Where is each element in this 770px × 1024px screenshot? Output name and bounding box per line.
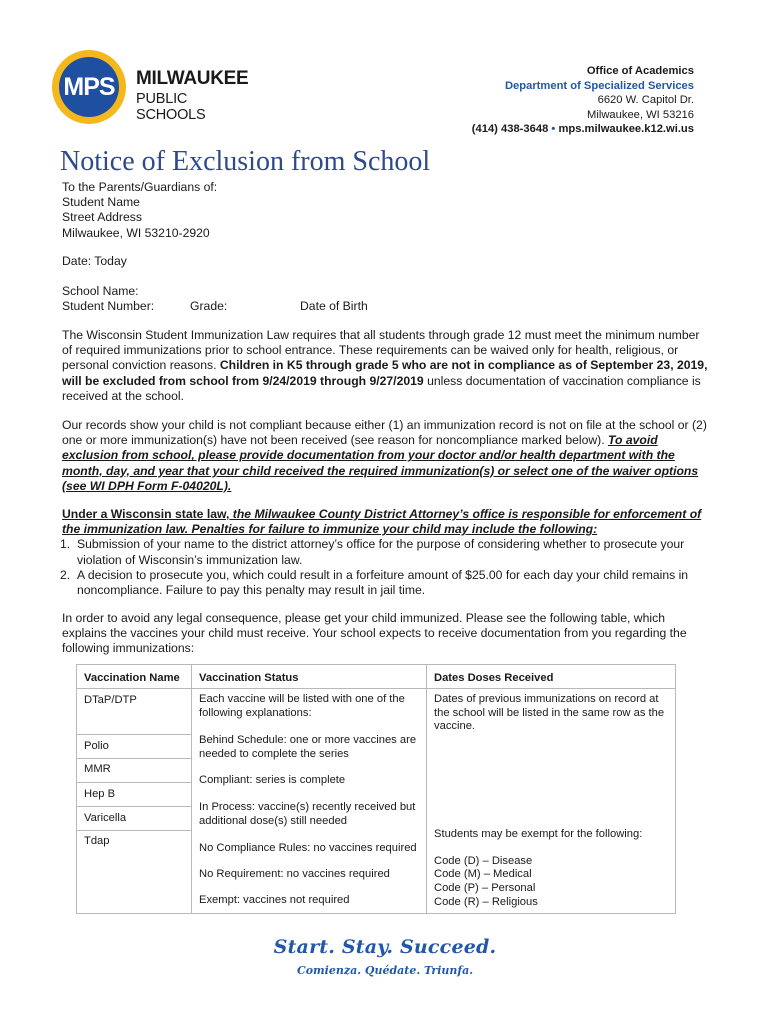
list-item [62,568,710,598]
exempt-code: Code (R) – Religious [434,896,538,908]
status-cell: Behind Schedule: one or more vaccines are needed to complete the series [199,734,417,760]
department-name: Department of Specialized Services [504,79,694,92]
separator-dot: • [551,123,556,136]
exempt-intro: Students may be exempt for the following: [434,828,643,840]
exempt-code: Code (D) – Disease [434,855,533,867]
status-cell: No Compliance Rules: no vaccines required [199,842,417,854]
school-info [62,284,662,314]
logo-mark: MPS [63,72,115,101]
table-header: Vaccination Status [192,665,426,689]
office-phone: (414) 438-3648 [471,123,549,136]
footer-tagline: Start. Stay. Succeed. [273,936,497,958]
table-cell: Varicella [77,807,191,831]
noncompliance-text: Our records show your child is not compliant because either (1) an immunization record is not on file at the school or (2) one or more immunization(s) have not been received (see reason for noncompliance marked below). [62,418,707,448]
office-website: mps.milwaukee.k12.wi.us [558,123,694,136]
exclusion-instructions: To avoid exclusion from school, please provide documentation from your doctor and/or health department with the month, day, and year that your child received the required immunization(s) or select one of the waiver options (see WI DPH Form F-04020L). [62,433,699,493]
status-cell: Each vaccine will be listed with one of the following explanations: [199,693,405,719]
status-cell: In Process: vaccine(s) recently received but additional dose(s) still needed [199,801,416,827]
penalties-list [62,537,710,598]
recipient-address [62,180,217,241]
student-name: Student Name [62,195,140,210]
street-address: Street Address [62,210,142,225]
vaccination-name-column [77,665,192,913]
penalties-paragraph [62,507,710,598]
city-state-zip: Milwaukee, WI 53210-2920 [62,225,210,240]
office-address-block [472,64,694,137]
legal-consequence-paragraph: In order to avoid any legal consequence, please get your child immunized. Please see the following table, which explains the vaccines your child must receive. Your school expects to receive documentation from you regarding the following immunizations: [62,611,687,656]
immunization-law-paragraph [62,328,710,404]
page-title: Notice of Exclusion from School [60,146,431,177]
table-header: Dates Doses Received [427,665,675,689]
student-details-row [62,299,662,314]
list-text: Submission of your name to the district attorney’s office for the purpose of considering whether to prosecute your violation of Wisconsin’s immunization law. [77,537,685,567]
exempt-code: Code (P) – Personal [434,882,536,894]
status-cell: Compliant: series is complete [199,774,346,786]
date-line: Date: Today [62,254,127,268]
footer-tagline-spanish: Comienza. Quédate. Triunfa. [296,964,474,977]
office-city: Milwaukee, WI 53216 [587,108,694,121]
list-item [62,537,710,567]
salutation: To the Parents/Guardians of: [62,180,218,194]
table-cell: Polio [77,735,191,759]
school-name-label: School Name: [62,284,139,298]
status-cell: Exempt: vaccines not required [199,894,350,906]
exclusion-dates-text: Children in K5 through grade 5 who are not in compliance as of September 23, 2019, will be excluded from school from 9/24/2019 through 9/27/2019 [62,358,708,388]
dates-note: Dates of previous immunizations on record at the school will be listed in the same row as the vaccine. [434,693,665,733]
table-header: Vaccination Name [77,665,191,689]
office-name: Office of Academics [586,65,694,77]
dates-received-column [427,665,675,913]
vaccination-status-column [192,665,427,913]
list-number: 2. [60,567,71,582]
logo-line1: MILWAUKEE [136,68,249,89]
dob-label: Date of Birth [300,299,368,314]
enforcement-text: the Milwaukee County District Attorney’s office is responsible for enforcement of the immunization law. Penalties for failure to immunize your child may include the following: [62,507,702,537]
table-cell: Hep B [77,783,191,807]
law-text-b: unless documentation of vaccination compliance is received at the school. [62,373,701,403]
vaccination-table [76,664,676,914]
state-law-lead: Under a Wisconsin state law, [62,507,230,521]
law-text-a: The Wisconsin Student Immunization Law requires that all students through grade 12 must meet the minimum number of required immunizations prior to school entrance. These requirements can be waived only for health, religious, or personal conviction reasons. [62,328,700,373]
status-cell: No Requirement: no vaccines required [199,868,390,880]
list-number: 1. [60,537,71,552]
table-cell: Tdap [84,835,110,847]
table-cell: DTaP/DTP [77,689,191,735]
grade-label: Grade: [190,299,228,314]
logo-badge [59,57,119,117]
mps-logo [52,50,252,126]
student-number-label: Student Number: [62,299,155,314]
list-text: A decision to prosecute you, which could result in a forfeiture amount of $25.00 for each day your child remains in noncompliance. Failure to pay this penalty may result in jail time. [77,567,689,598]
table-cell: MMR [77,759,191,783]
logo-line2: PUBLIC SCHOOLS [136,91,206,123]
noncompliance-paragraph [62,418,710,494]
office-contact [472,122,694,137]
exempt-code: Code (M) – Medical [434,868,532,880]
office-street: 6620 W. Capitol Dr. [597,94,694,107]
